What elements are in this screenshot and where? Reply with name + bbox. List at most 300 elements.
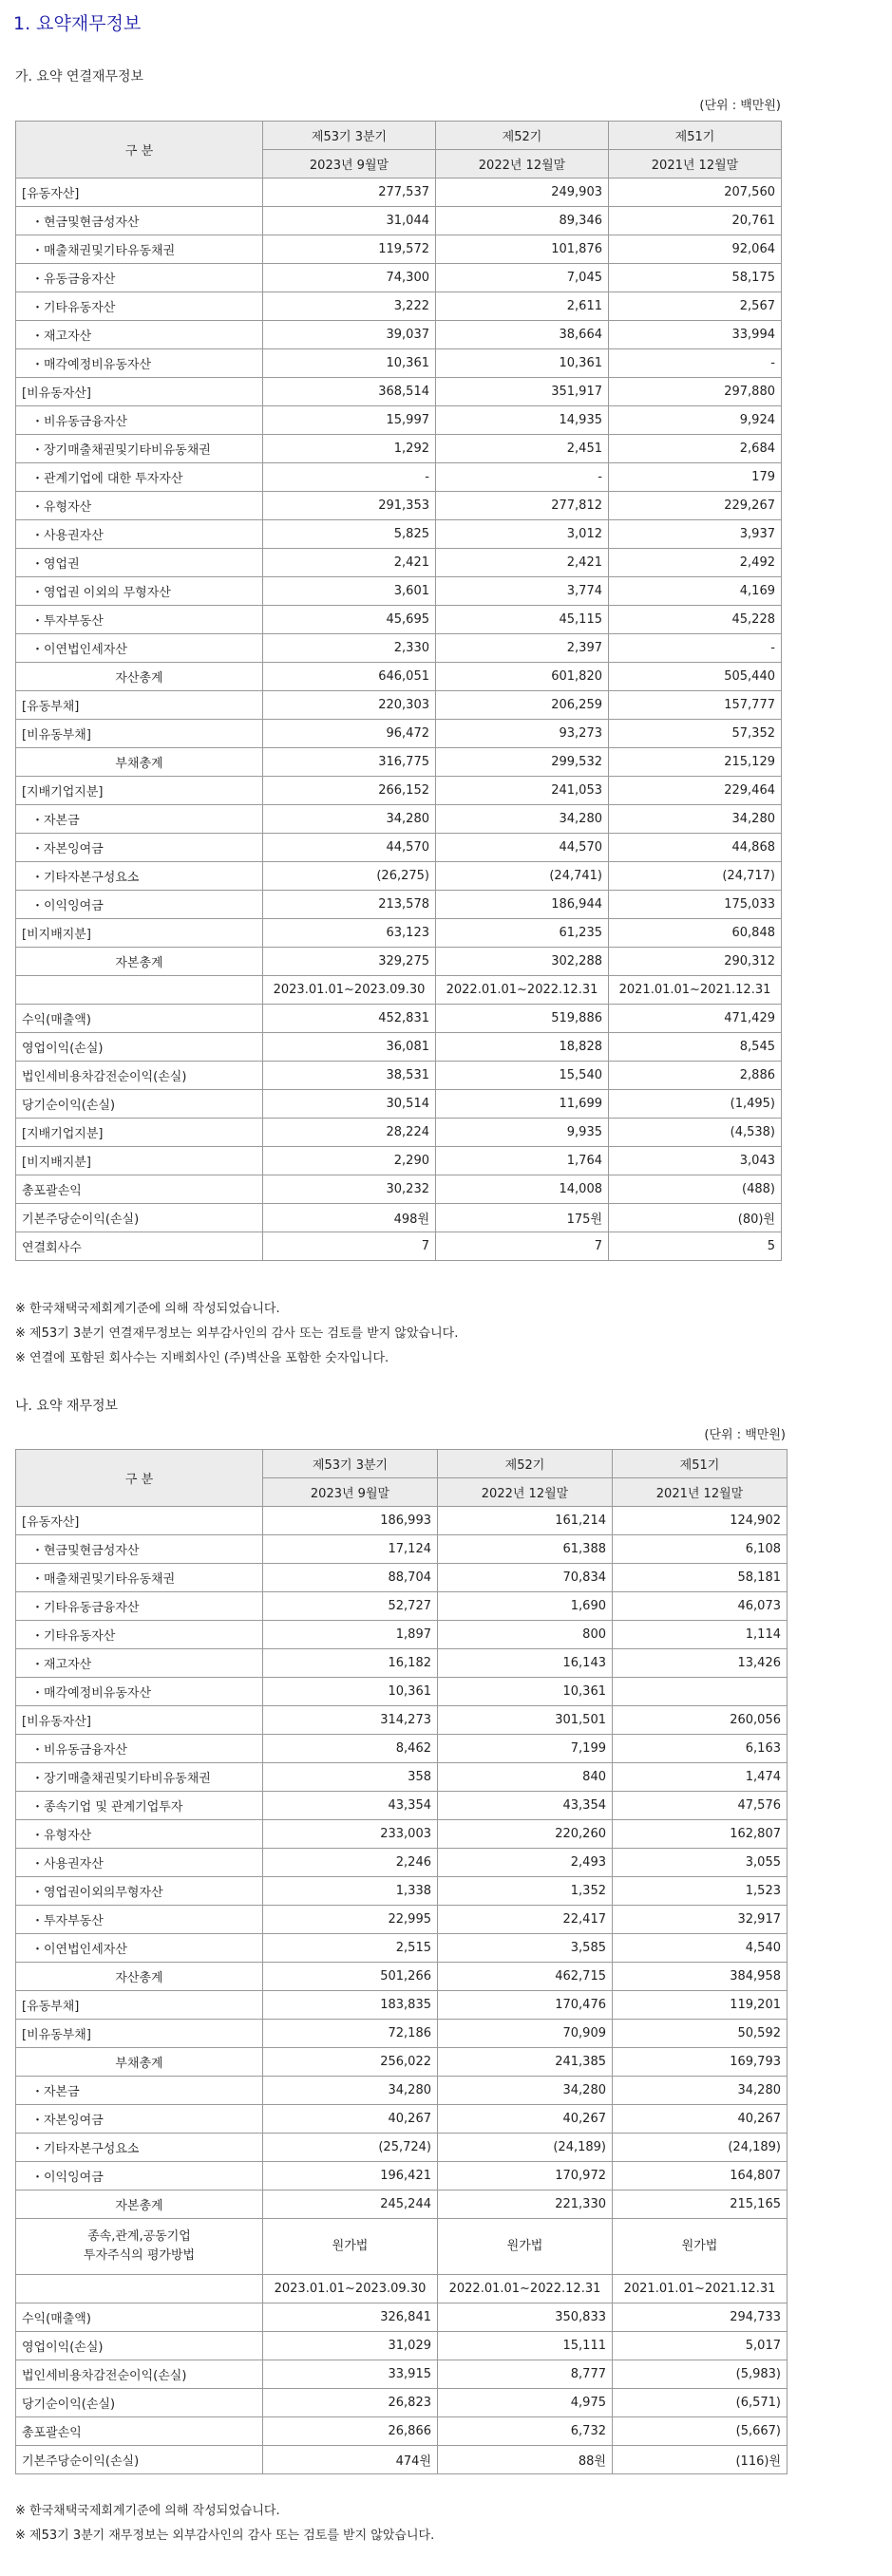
value-cell: (24,189) xyxy=(613,2134,788,2162)
value-cell: 9,924 xyxy=(609,406,782,435)
row-label: 수익(매출액) xyxy=(16,1005,263,1033)
value-cell: 186,993 xyxy=(263,1507,438,1535)
value-cell: 16,182 xyxy=(263,1649,438,1678)
row-label: ・영업권이외의무형자산 xyxy=(16,1877,263,1906)
row-label: ・관계기업에 대한 투자자산 xyxy=(16,463,263,492)
value-cell: 164,807 xyxy=(613,2162,788,2191)
value-cell: 58,175 xyxy=(609,264,782,292)
value-cell: 2,451 xyxy=(436,435,609,463)
value-cell: (24,717) xyxy=(609,862,782,891)
value-cell: 294,733 xyxy=(613,2303,788,2332)
value-cell: 22,417 xyxy=(438,1906,613,1934)
value-cell: 72,186 xyxy=(263,2020,438,2048)
table-row xyxy=(16,179,782,207)
value-cell: (5,983) xyxy=(613,2360,788,2389)
table-row xyxy=(16,1507,788,1535)
row-label: ・비유동금융자산 xyxy=(16,1735,263,1763)
table-row xyxy=(16,1204,782,1232)
value-cell: (24,189) xyxy=(438,2134,613,2162)
row-label: ・유형자산 xyxy=(16,1820,263,1849)
value-cell: 38,531 xyxy=(263,1062,436,1090)
value-cell: 2,611 xyxy=(436,292,609,321)
consolidated-notes xyxy=(15,1297,458,1371)
row-label: 자산총계 xyxy=(16,1963,263,1991)
table-row xyxy=(16,748,782,777)
valuation-method-value: 원가법 xyxy=(263,2219,438,2275)
row-label: 수익(매출액) xyxy=(16,2303,263,2332)
value-cell: 88원 xyxy=(438,2446,613,2474)
value-cell: 1,114 xyxy=(613,1621,788,1649)
table-row xyxy=(16,2417,788,2446)
value-cell: 44,570 xyxy=(263,834,436,862)
table-row xyxy=(16,1005,782,1033)
value-cell: (25,724) xyxy=(263,2134,438,2162)
table-row xyxy=(16,1934,788,1963)
value-cell: 26,823 xyxy=(263,2389,438,2417)
value-cell: 3,601 xyxy=(263,577,436,606)
value-cell: 34,280 xyxy=(613,2077,788,2105)
table-row xyxy=(16,2162,788,2191)
row-label: [유동자산] xyxy=(16,179,263,207)
value-cell: 2,397 xyxy=(436,634,609,663)
consolidated-financial-table xyxy=(15,121,782,1261)
row-label: ・사용권자산 xyxy=(16,520,263,549)
row-label: ・기타유동금융자산 xyxy=(16,1592,263,1621)
table-row xyxy=(16,1147,782,1175)
value-cell: 1,690 xyxy=(438,1592,613,1621)
table-row xyxy=(16,606,782,634)
table-row xyxy=(16,264,782,292)
value-cell: 40,267 xyxy=(263,2105,438,2134)
table-row xyxy=(16,2332,788,2360)
value-cell: 157,777 xyxy=(609,691,782,720)
table-row xyxy=(16,292,782,321)
row-label: 영업이익(손실) xyxy=(16,2332,263,2360)
row-label: ・이익잉여금 xyxy=(16,2162,263,2191)
value-cell: 196,421 xyxy=(263,2162,438,2191)
value-cell: 291,353 xyxy=(263,492,436,520)
value-cell: 92,064 xyxy=(609,235,782,264)
value-cell: 6,732 xyxy=(438,2417,613,2446)
consolidated-section-title: 가. 요약 연결재무정보 xyxy=(15,69,144,85)
value-cell: (80)원 xyxy=(609,1204,782,1232)
value-cell: 45,228 xyxy=(609,606,782,634)
period-cell: 2023.01.01~2023.09.30 xyxy=(263,2275,438,2303)
consolidated-unit: (단위 : 백만원) xyxy=(699,99,781,113)
value-cell: 18,828 xyxy=(436,1033,609,1062)
value-cell: 519,886 xyxy=(436,1005,609,1033)
value-cell: 2,515 xyxy=(263,1934,438,1963)
value-cell: - xyxy=(263,463,436,492)
value-cell: 43,354 xyxy=(263,1792,438,1820)
separate-unit: (단위 : 백만원) xyxy=(704,1428,786,1442)
value-cell: 58,181 xyxy=(613,1564,788,1592)
value-cell: 34,280 xyxy=(436,805,609,834)
value-cell: 26,866 xyxy=(263,2417,438,2446)
value-cell: 34,280 xyxy=(263,805,436,834)
value-cell: 215,165 xyxy=(613,2191,788,2219)
value-cell: 20,761 xyxy=(609,207,782,235)
value-cell: 3,012 xyxy=(436,520,609,549)
table-row xyxy=(16,435,782,463)
value-cell: 101,876 xyxy=(436,235,609,264)
valuation-method-value: 원가법 xyxy=(613,2219,788,2275)
value-cell: 1,764 xyxy=(436,1147,609,1175)
value-cell: 11,699 xyxy=(436,1090,609,1119)
row-label: ・투자부동산 xyxy=(16,1906,263,1934)
period-cell: 2022.01.01~2022.12.31 xyxy=(438,2275,613,2303)
value-cell xyxy=(613,1678,788,1706)
row-label: ・이연법인세자산 xyxy=(16,634,263,663)
table-row xyxy=(16,549,782,577)
value-cell: 2,290 xyxy=(263,1147,436,1175)
value-cell: 34,280 xyxy=(263,2077,438,2105)
column-header-period-1: 제53기 3분기 xyxy=(263,1450,438,1478)
value-cell: 316,775 xyxy=(263,748,436,777)
value-cell: 314,273 xyxy=(263,1706,438,1735)
value-cell: 169,793 xyxy=(613,2048,788,2077)
value-cell: 351,917 xyxy=(436,378,609,406)
value-cell: 1,474 xyxy=(613,1763,788,1792)
value-cell: 601,820 xyxy=(436,663,609,691)
row-label: [유동부채] xyxy=(16,691,263,720)
row-label: ・매출채권및기타유동채권 xyxy=(16,1564,263,1592)
note-item: ※ 제53기 3분기 재무정보는 외부감사인의 감사 또는 검토를 받지 않았습니다. xyxy=(15,2529,435,2543)
row-label: ・현금및현금성자산 xyxy=(16,1535,263,1564)
value-cell: 297,880 xyxy=(609,378,782,406)
table-row xyxy=(16,2389,788,2417)
value-cell: 70,909 xyxy=(438,2020,613,2048)
period-row-blank xyxy=(16,2275,263,2303)
column-header-date-3: 2021년 12월말 xyxy=(613,1478,788,1507)
value-cell: 38,664 xyxy=(436,321,609,349)
value-cell: (1,495) xyxy=(609,1090,782,1119)
row-label: 부채총계 xyxy=(16,748,263,777)
value-cell: 213,578 xyxy=(263,891,436,919)
row-label: ・비유동금융자산 xyxy=(16,406,263,435)
separate-notes xyxy=(15,2499,434,2548)
row-label: ・자본금 xyxy=(16,805,263,834)
value-cell: 221,330 xyxy=(438,2191,613,2219)
table-row xyxy=(16,720,782,748)
value-cell: 2,684 xyxy=(609,435,782,463)
table-row xyxy=(16,1232,782,1261)
value-cell: 498원 xyxy=(263,1204,436,1232)
row-label: 총포괄손익 xyxy=(16,2417,263,2446)
value-cell: 2,492 xyxy=(609,549,782,577)
row-label: 법인세비용차감전순이익(손실) xyxy=(16,1062,263,1090)
value-cell: 471,429 xyxy=(609,1005,782,1033)
table-row xyxy=(16,2360,788,2389)
row-label: 부채총계 xyxy=(16,2048,263,2077)
row-label: ・유형자산 xyxy=(16,492,263,520)
value-cell: 4,975 xyxy=(438,2389,613,2417)
value-cell: 7 xyxy=(436,1232,609,1261)
value-cell: 241,385 xyxy=(438,2048,613,2077)
value-cell: 63,123 xyxy=(263,919,436,948)
table-row xyxy=(16,1678,788,1706)
table-row xyxy=(16,777,782,805)
row-label: [지배기업지분] xyxy=(16,777,263,805)
table-row xyxy=(16,2048,788,2077)
valuation-method-label-line-2: 투자주식의 평가방법 xyxy=(83,2248,196,2263)
value-cell: 33,915 xyxy=(263,2360,438,2389)
row-label: [비지배지분] xyxy=(16,1147,263,1175)
value-cell: 241,053 xyxy=(436,777,609,805)
value-cell: 34,280 xyxy=(609,805,782,834)
row-label: 연결회사수 xyxy=(16,1232,263,1261)
valuation-method-label xyxy=(16,2219,263,2275)
row-label: ・장기매출채권및기타비유동채권 xyxy=(16,435,263,463)
value-cell: 44,570 xyxy=(436,834,609,862)
table-row xyxy=(16,1735,788,1763)
value-cell: 1,292 xyxy=(263,435,436,463)
value-cell: 10,361 xyxy=(263,1678,438,1706)
page-title: 1. 요약재무정보 xyxy=(13,13,142,34)
value-cell: 646,051 xyxy=(263,663,436,691)
value-cell: 175,033 xyxy=(609,891,782,919)
column-header-date-2: 2022년 12월말 xyxy=(438,1478,613,1507)
value-cell: 43,354 xyxy=(438,1792,613,1820)
value-cell: (6,571) xyxy=(613,2389,788,2417)
value-cell: 6,108 xyxy=(613,1535,788,1564)
value-cell: 215,129 xyxy=(609,748,782,777)
value-cell: 30,232 xyxy=(263,1175,436,1204)
value-cell: 3,585 xyxy=(438,1934,613,1963)
value-cell: 1,523 xyxy=(613,1877,788,1906)
value-cell: 505,440 xyxy=(609,663,782,691)
table-row xyxy=(16,2446,788,2474)
column-header-date-1: 2023년 9월말 xyxy=(263,1478,438,1507)
table-row xyxy=(16,948,782,976)
table-row xyxy=(16,1090,782,1119)
value-cell: (5,667) xyxy=(613,2417,788,2446)
table-row xyxy=(16,663,782,691)
table-row xyxy=(16,1706,788,1735)
valuation-method-row xyxy=(16,2219,788,2275)
row-label: [유동자산] xyxy=(16,1507,263,1535)
table-row xyxy=(16,321,782,349)
row-label: ・재고자산 xyxy=(16,321,263,349)
value-cell: 45,695 xyxy=(263,606,436,634)
note-item: ※ 연결에 포함된 회사수는 지배회사인 (주)벽산을 포함한 숫자입니다. xyxy=(15,1351,389,1365)
value-cell: (26,275) xyxy=(263,862,436,891)
row-label: 당기순이익(손실) xyxy=(16,2389,263,2417)
value-cell: 358 xyxy=(263,1763,438,1792)
value-cell: 74,300 xyxy=(263,264,436,292)
value-cell: 170,476 xyxy=(438,1991,613,2020)
row-label: 당기순이익(손실) xyxy=(16,1090,263,1119)
value-cell: 260,056 xyxy=(613,1706,788,1735)
table-row xyxy=(16,520,782,549)
value-cell: 46,073 xyxy=(613,1592,788,1621)
note-item: ※ 한국채택국제회계기준에 의해 작성되었습니다. xyxy=(15,1302,280,1316)
value-cell: 233,003 xyxy=(263,1820,438,1849)
table-row xyxy=(16,463,782,492)
row-label: ・사용권자산 xyxy=(16,1849,263,1877)
value-cell: 183,835 xyxy=(263,1991,438,2020)
column-header-period-3: 제51기 xyxy=(609,122,782,150)
row-label: ・매각예정비유동자산 xyxy=(16,1678,263,1706)
value-cell: 119,201 xyxy=(613,1991,788,2020)
value-cell: 96,472 xyxy=(263,720,436,748)
row-label: [지배기업지분] xyxy=(16,1119,263,1147)
row-label: [유동부채] xyxy=(16,1991,263,2020)
value-cell: 2,493 xyxy=(438,1849,613,1877)
column-header-date-1: 2023년 9월말 xyxy=(263,150,436,179)
value-cell: 15,111 xyxy=(438,2332,613,2360)
period-row-blank xyxy=(16,976,263,1005)
note-item: ※ 제53기 3분기 연결재무정보는 외부감사인의 감사 또는 검토를 받지 않았습니다. xyxy=(15,1326,459,1341)
table-row xyxy=(16,1119,782,1147)
value-cell: 4,540 xyxy=(613,1934,788,1963)
value-cell: 3,774 xyxy=(436,577,609,606)
value-cell: 8,462 xyxy=(263,1735,438,1763)
table-row xyxy=(16,1621,788,1649)
row-label: 영업이익(손실) xyxy=(16,1033,263,1062)
table-row xyxy=(16,1792,788,1820)
value-cell: 452,831 xyxy=(263,1005,436,1033)
table-row xyxy=(16,1175,782,1204)
value-cell: 2,421 xyxy=(263,549,436,577)
row-label: ・이익잉여금 xyxy=(16,891,263,919)
row-label: ・종속기업 및 관계기업투자 xyxy=(16,1792,263,1820)
value-cell: 207,560 xyxy=(609,179,782,207)
row-label: ・기타유동자산 xyxy=(16,1621,263,1649)
row-label: 자본총계 xyxy=(16,2191,263,2219)
value-cell: 10,361 xyxy=(263,349,436,378)
value-cell: - xyxy=(609,349,782,378)
separate-financial-table xyxy=(15,1449,788,2474)
row-label: 자본총계 xyxy=(16,948,263,976)
value-cell: 7,199 xyxy=(438,1735,613,1763)
value-cell: 10,361 xyxy=(436,349,609,378)
value-cell: 31,029 xyxy=(263,2332,438,2360)
value-cell: 5,825 xyxy=(263,520,436,549)
table-row xyxy=(16,1820,788,1849)
column-header-period-3: 제51기 xyxy=(613,1450,788,1478)
value-cell: 220,303 xyxy=(263,691,436,720)
table-row xyxy=(16,235,782,264)
column-header-label: 구 분 xyxy=(16,122,263,179)
value-cell: 2,246 xyxy=(263,1849,438,1877)
value-cell: 1,897 xyxy=(263,1621,438,1649)
value-cell: 186,944 xyxy=(436,891,609,919)
value-cell: 249,903 xyxy=(436,179,609,207)
value-cell: 45,115 xyxy=(436,606,609,634)
value-cell: 13,426 xyxy=(613,1649,788,1678)
value-cell: 245,244 xyxy=(263,2191,438,2219)
table-row xyxy=(16,2020,788,2048)
value-cell: 3,043 xyxy=(609,1147,782,1175)
row-label: ・장기매출채권및기타비유동채권 xyxy=(16,1763,263,1792)
value-cell: 220,260 xyxy=(438,1820,613,1849)
period-cell: 2021.01.01~2021.12.31 xyxy=(613,2275,788,2303)
value-cell: 1,352 xyxy=(438,1877,613,1906)
value-cell: 9,935 xyxy=(436,1119,609,1147)
table-row xyxy=(16,691,782,720)
table-row xyxy=(16,2077,788,2105)
value-cell: 47,576 xyxy=(613,1792,788,1820)
value-cell: 14,008 xyxy=(436,1175,609,1204)
value-cell: 840 xyxy=(438,1763,613,1792)
value-cell: 229,464 xyxy=(609,777,782,805)
value-cell: 384,958 xyxy=(613,1963,788,1991)
table-row xyxy=(16,406,782,435)
value-cell: 28,224 xyxy=(263,1119,436,1147)
table-row xyxy=(16,1849,788,1877)
value-cell: 302,288 xyxy=(436,948,609,976)
value-cell: 3,055 xyxy=(613,1849,788,1877)
column-header-date-2: 2022년 12월말 xyxy=(436,150,609,179)
table-row xyxy=(16,1877,788,1906)
table-row xyxy=(16,1991,788,2020)
period-cell: 2021.01.01~2021.12.31 xyxy=(609,976,782,1005)
note-item: ※ 한국채택국제회계기준에 의해 작성되었습니다. xyxy=(15,2504,280,2518)
table-row xyxy=(16,834,782,862)
period-row xyxy=(16,2275,788,2303)
period-row xyxy=(16,976,782,1005)
table-row xyxy=(16,349,782,378)
value-cell: 501,266 xyxy=(263,1963,438,1991)
value-cell: (116)원 xyxy=(613,2446,788,2474)
table-row xyxy=(16,2303,788,2332)
row-label: ・자본금 xyxy=(16,2077,263,2105)
value-cell: 329,275 xyxy=(263,948,436,976)
row-label: ・기타자본구성요소 xyxy=(16,862,263,891)
row-label: 기본주당순이익(손실) xyxy=(16,1204,263,1232)
table-row xyxy=(16,1062,782,1090)
value-cell: 7 xyxy=(263,1232,436,1261)
row-label: ・기타자본구성요소 xyxy=(16,2134,263,2162)
value-cell: 5 xyxy=(609,1232,782,1261)
value-cell: 299,532 xyxy=(436,748,609,777)
value-cell: 88,704 xyxy=(263,1564,438,1592)
value-cell: 33,994 xyxy=(609,321,782,349)
row-label: ・영업권 이외의 무형자산 xyxy=(16,577,263,606)
table-row xyxy=(16,1033,782,1062)
table-row xyxy=(16,891,782,919)
value-cell: (4,538) xyxy=(609,1119,782,1147)
value-cell: 162,807 xyxy=(613,1820,788,1849)
value-cell: 14,935 xyxy=(436,406,609,435)
row-label: ・매각예정비유동자산 xyxy=(16,349,263,378)
value-cell: 22,995 xyxy=(263,1906,438,1934)
value-cell: 266,152 xyxy=(263,777,436,805)
period-cell: 2022.01.01~2022.12.31 xyxy=(436,976,609,1005)
value-cell: 89,346 xyxy=(436,207,609,235)
value-cell: 2,567 xyxy=(609,292,782,321)
value-cell: 119,572 xyxy=(263,235,436,264)
value-cell: 8,545 xyxy=(609,1033,782,1062)
value-cell: 462,715 xyxy=(438,1963,613,1991)
table-row xyxy=(16,1763,788,1792)
value-cell: 93,273 xyxy=(436,720,609,748)
value-cell: 368,514 xyxy=(263,378,436,406)
value-cell: 5,017 xyxy=(613,2332,788,2360)
value-cell: 10,361 xyxy=(438,1678,613,1706)
column-header-label: 구 분 xyxy=(16,1450,263,1507)
value-cell: 175원 xyxy=(436,1204,609,1232)
row-label: ・자본잉여금 xyxy=(16,2105,263,2134)
row-label: ・투자부동산 xyxy=(16,606,263,634)
value-cell: 4,169 xyxy=(609,577,782,606)
value-cell: 34,280 xyxy=(438,2077,613,2105)
value-cell: 15,997 xyxy=(263,406,436,435)
value-cell: (488) xyxy=(609,1175,782,1204)
row-label: ・기타유동자산 xyxy=(16,292,263,321)
table-row xyxy=(16,1649,788,1678)
